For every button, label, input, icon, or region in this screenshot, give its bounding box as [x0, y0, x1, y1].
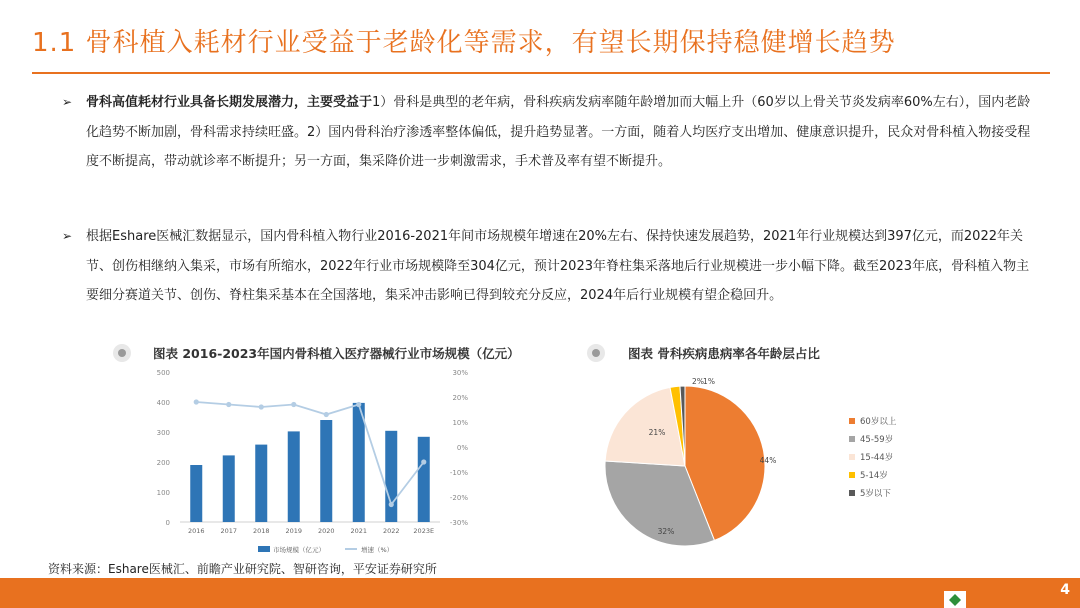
- x-tick-label: 2019: [285, 527, 303, 535]
- legend-swatch: [849, 454, 855, 460]
- pie-value-label: 21%: [648, 428, 666, 437]
- legend-label: 45-59岁: [860, 435, 894, 445]
- y-right-tick-label: -10%: [449, 469, 468, 477]
- bar: [255, 445, 267, 522]
- legend-swatch-bar: [258, 546, 270, 552]
- bar: [288, 431, 300, 522]
- y-left-tick-label: 0: [165, 519, 170, 527]
- x-tick-label: 2017: [220, 527, 238, 535]
- y-left-tick-label: 400: [156, 399, 170, 407]
- y-right-tick-label: 0%: [456, 444, 468, 452]
- bar: [223, 455, 235, 522]
- market-size-chart: [140, 362, 480, 558]
- y-right-tick-label: 10%: [452, 419, 468, 427]
- legend-swatch: [849, 436, 855, 442]
- legend-label-bar: 市场规模（亿元）: [273, 546, 325, 554]
- bar: [353, 403, 365, 522]
- pie-value-label: 32%: [657, 527, 675, 536]
- growth-point: [259, 404, 264, 409]
- pie-value-label: 44%: [759, 456, 777, 465]
- y-right-tick-label: 20%: [452, 394, 468, 402]
- x-tick-label: 2023E: [413, 527, 435, 535]
- footer-bar: [0, 578, 1080, 608]
- page-number: 4: [1060, 582, 1070, 598]
- bullet-1-text: 1）骨科是典型的老年病，骨科疾病发病率随年龄增加而大幅上升（60岁以上骨关节炎发病率60%左右），国内老龄化趋势不断加剧，骨科需求持续旺盛。2）国内骨科治疗渗透率整体偏低，提升趋势显著。一方面，随着人均医疗支出增加、健康意识提升，民众对骨科植入物接受程度不断提高，带动就诊率不断提升；另一方面，集采降价进一步刺激需求，手术普及率有望不断提升。: [86, 95, 1031, 169]
- legend-swatch: [849, 472, 855, 478]
- y-right-tick-label: 30%: [452, 369, 468, 377]
- pie-chart-caption: 图表 骨科疾病患病率各年龄层占比: [628, 346, 820, 361]
- growth-point: [194, 399, 199, 404]
- growth-point: [356, 402, 361, 407]
- pie-value-label: 1%: [703, 377, 715, 386]
- caption-circle-icon: [587, 344, 605, 362]
- pie-value-label: 2%: [692, 377, 704, 386]
- bar-chart-caption: 图表 2016-2023年国内骨科植入医疗器械行业市场规模（亿元）: [153, 346, 520, 361]
- age-share-pie-chart: [600, 368, 940, 558]
- growth-point: [421, 459, 426, 464]
- growth-point: [226, 402, 231, 407]
- x-tick-label: 2022: [382, 527, 400, 535]
- y-left-tick-label: 300: [156, 429, 170, 437]
- bar: [320, 420, 332, 522]
- legend-label: 5岁以下: [860, 489, 891, 499]
- legend-label-line: 增速（%）: [361, 546, 394, 554]
- bullet-1-lead: 骨科高值耗材行业具备长期发展潜力，主要受益于: [86, 95, 373, 110]
- bullet-2-text: 根据Eshare医械汇数据显示，国内骨科植入物行业2016-2021年间市场规模年增速在20%左右、保持快速发展趋势，2021年行业规模达到397亿元，而2022年关节、创伤相继纳入集采，市场有所缩水，2022年行业市场规模降至304亿元，预计2023年脊柱集采落地后行业规模进一步小幅下降。截至2023年底，骨科植入物主要细分赛道关节、创伤、脊柱集采基本在全国落地，集采冲击影响已得到较充分反应，2024年后行业规模有望企稳回升。: [86, 229, 1030, 303]
- growth-point: [291, 402, 296, 407]
- title-underline: [32, 72, 1050, 74]
- bullet-paragraph-2: [62, 222, 1042, 311]
- y-left-tick-label: 500: [156, 369, 170, 377]
- x-tick-label: 2016: [187, 527, 205, 535]
- bullet-arrow-icon: ➢: [62, 95, 73, 109]
- company-logo-icon: [944, 591, 966, 608]
- legend-label: 15-44岁: [860, 453, 894, 463]
- y-left-tick-label: 100: [156, 489, 170, 497]
- legend-swatch: [849, 490, 855, 496]
- legend-label: 60岁以上: [860, 417, 897, 427]
- bar: [385, 431, 397, 522]
- page-title: 1.1 骨科植入耗材行业受益于老龄化等需求，有望长期保持稳健增长趋势: [32, 28, 896, 58]
- x-tick-label: 2020: [317, 527, 335, 535]
- y-right-tick-label: -20%: [449, 494, 468, 502]
- growth-point: [389, 502, 394, 507]
- bullet-arrow-icon: ➢: [62, 229, 73, 243]
- legend-label: 5-14岁: [860, 471, 888, 481]
- legend-swatch: [849, 418, 855, 424]
- bullet-paragraph-1: [62, 88, 1042, 177]
- caption-circle-icon: [113, 344, 131, 362]
- growth-point: [324, 412, 329, 417]
- source-note: 资料来源：Eshare医械汇、前瞻产业研究院、智研咨询，平安证券研究所: [48, 562, 437, 576]
- bar: [190, 465, 202, 522]
- bar: [418, 437, 430, 522]
- y-left-tick-label: 200: [156, 459, 170, 467]
- x-tick-label: 2018: [252, 527, 270, 535]
- x-tick-label: 2021: [350, 527, 368, 535]
- y-right-tick-label: -30%: [449, 519, 468, 527]
